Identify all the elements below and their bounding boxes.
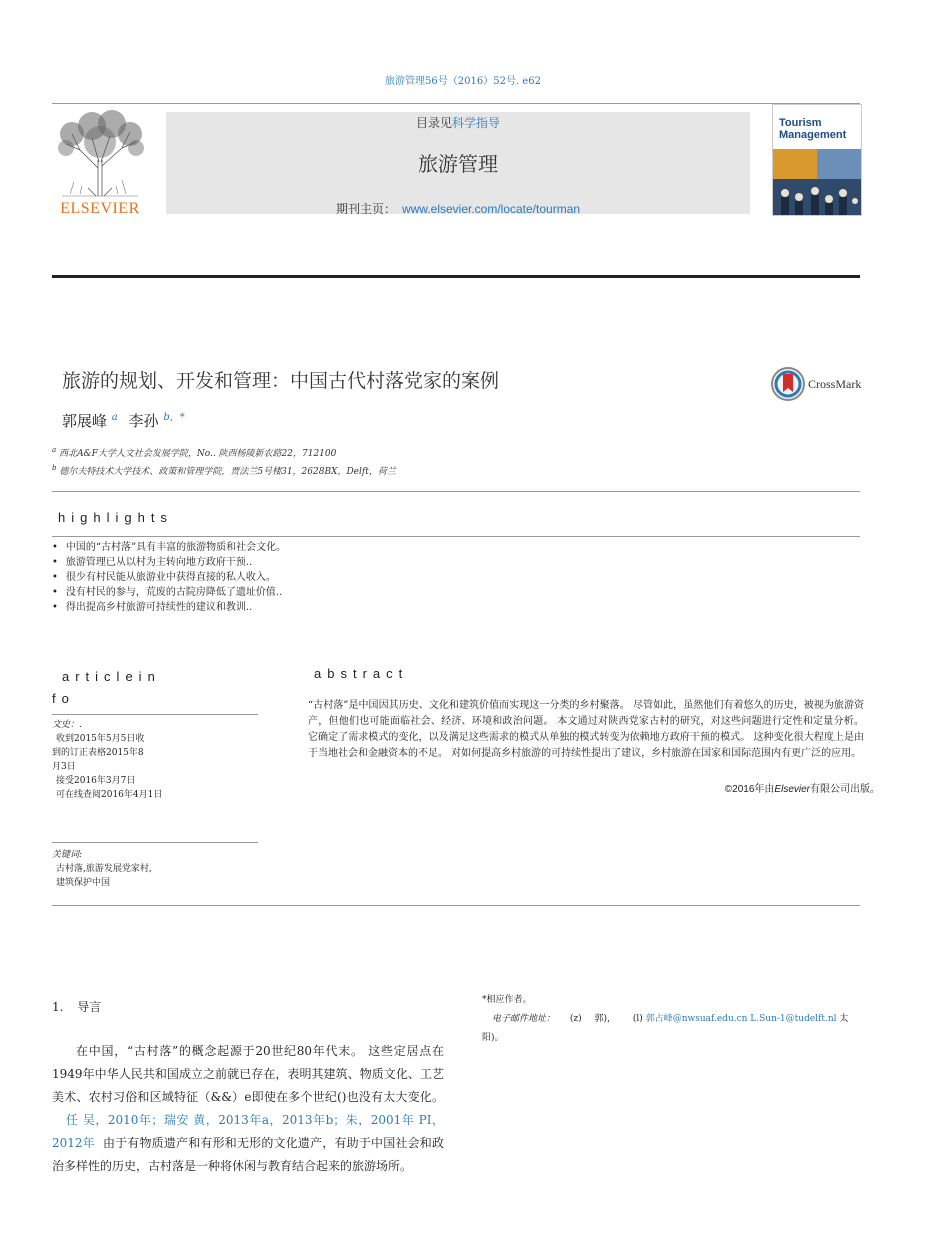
keyword-line: 建筑保护中国 (56, 878, 111, 888)
crossmark-icon (770, 366, 806, 402)
keyword-line: 古村落,旅游发展党家村, (56, 864, 152, 874)
copyright-line (308, 780, 880, 795)
affiliation-b (52, 464, 396, 477)
history-received: 收到2015年5月5日收 (56, 734, 145, 744)
elsevier-logo[interactable] (52, 108, 148, 218)
highlights-list (52, 540, 286, 615)
intro-text: 由于有物质遗产和有形和无形的文化遗产，有助于中国社会和政治多样性的历史，古村落是一种将休闲与教育结合起来的旅游场所。 (52, 1136, 444, 1173)
affiliation-b-marker: b (52, 464, 57, 472)
article-info-heading-line1: articlein (62, 669, 161, 684)
toc-prefix: 目录见 (415, 116, 452, 130)
article-info-rule (52, 714, 258, 715)
article-info-heading (52, 666, 161, 710)
article-title: 旅游的规划、开发和管理：中国古代村落党家的案例 (62, 370, 500, 392)
keywords-block (52, 848, 258, 890)
cover-photo (773, 149, 861, 216)
highlight-item: • 得出提高乡村旅游可持续性的建议和教训.. (52, 600, 286, 615)
homepage-label: 期刊主页： (335, 202, 396, 216)
footnote-marker: (z) (569, 1014, 582, 1024)
journal-title: 旅游管理 (418, 152, 498, 176)
header-top-rule (52, 103, 860, 104)
journal-homepage (166, 200, 750, 217)
journal-citation[interactable]: 旅游管理56号（2016）52号. e62 (385, 76, 541, 87)
email-links[interactable]: 郭占峰@nwsuaf.edu.cn L.Sun-1@tudelft.nl (645, 1014, 837, 1024)
footnote-name: 郭)， (594, 1014, 617, 1024)
front-matter-rule (52, 905, 860, 906)
footnote-marker: (l) (632, 1014, 643, 1024)
article-history (52, 718, 258, 802)
affiliation-a (52, 446, 336, 459)
abstract-heading: abstract (314, 666, 409, 681)
crossmark-label: CrossMark (808, 377, 862, 391)
header-bottom-rule (52, 275, 860, 278)
copyright-publisher: Elsevier (774, 784, 810, 795)
journal-banner (166, 112, 750, 214)
journal-cover[interactable] (772, 104, 862, 216)
intro-text: 在中国，“古村落”的概念起源于20世纪80年代末。 这些定居点在1949年中华人民共和国成立之前就已存在，表明其建筑、物质文化、工艺美术、农村习俗和区域特征（&&）e即使在多个世纪()也没有太大变化。 (52, 1044, 444, 1104)
email-footnote (482, 1010, 888, 1048)
abstract-text: “古村落”是中国因其历史、文化和建筑价值而实现这一分类的乡村聚落。 尽管如此，虽然他们有着悠久的历史，被视为旅游资产，但他们也可能面临社会、经济、环境和政治问题。 本文通过对陕西党家古村的研究，对这些问题进行定性和定量分析。 它确定了需求模式的变化，以及满足这些需求的模式从单独的模式转变为依赖地方政府干预的模式。 这种变化很大程度上是由于当地社会和金融资本的不足。 对如何提高乡村旅游的可持续性提出了建议，乡村旅游在国家和国际范围内有更广泛的应用。 (308, 700, 864, 759)
history-accepted: 接受2016年3月7日 (56, 776, 136, 786)
highlight-item: • 没有村民的参与，荒废的古院房降低了遗址价值.. (52, 585, 286, 600)
author-name[interactable]: 郭展峰 (62, 412, 108, 430)
history-revised: 到的订正表格2015年8 (52, 748, 144, 758)
elsevier-wordmark: ELSEVIER (60, 200, 140, 217)
cover-title-line2: Management (779, 129, 847, 141)
section-number: 1. (52, 1000, 64, 1014)
footnote-tail: 阳)。 (482, 1033, 504, 1043)
affiliation-marker[interactable]: b，* (163, 412, 185, 423)
copyright-end: 有限公司出版。 (810, 784, 880, 795)
affiliation-a-text: 西北A&F大学人文社会发展学院，No.. 陕西杨陵新农路22，712100 (59, 449, 337, 459)
section-title: 导言 (77, 1000, 102, 1014)
cover-title-line1: Tourism (779, 117, 822, 129)
email-label: 电子邮件地址： (492, 1014, 556, 1024)
affiliations-rule (52, 491, 860, 492)
history-online: 可在线查阅2016年4月1日 (56, 790, 163, 800)
homepage-link[interactable]: www.elsevier.com/locate/tourman (401, 202, 581, 216)
keywords-label: 关键词: (52, 850, 83, 860)
affiliation-b-text: 德尔夫特技术大学技术、政策和管理学院，贾法兰5号楼31，2628BX，Delft，荷兰 (59, 467, 396, 477)
author-list (62, 408, 185, 431)
highlight-item: • 很少有村民能从旅游业中获得直接的私人收入。 (52, 570, 286, 585)
cover-title (779, 117, 846, 141)
highlight-item: • 中国的“古村落”具有丰富的旅游物质和社会文化。 (52, 540, 286, 555)
crossmark-button[interactable] (770, 366, 870, 402)
highlight-item: • 旅游管理已从以村为主转向地方政府干预.. (52, 555, 286, 570)
section-heading (52, 998, 101, 1015)
sciencedirect-link[interactable]: 科学指导 (452, 116, 501, 130)
history-label: 文史：. (52, 720, 82, 730)
citation-links[interactable]: 任 吴，2010年；瑞安 黄，2013年a，2013年b；朱，2001年 PI，2012年 (52, 1113, 444, 1150)
contents-line (166, 114, 750, 131)
history-revised-date: 月3日 (52, 762, 76, 772)
tree-of-knowledge-icon (52, 108, 148, 198)
corresponding-author-note: *相应作者。 (482, 995, 532, 1005)
affiliation-a-marker: a (52, 446, 57, 454)
copyright-year: ©2016 (724, 784, 755, 795)
highlights-rule (52, 536, 860, 537)
article-info-heading-line2: fo (52, 691, 75, 706)
footnote-tail: 太 (839, 1014, 849, 1024)
affiliation-marker[interactable]: a (111, 412, 118, 423)
author-name[interactable]: 李孙 (128, 412, 159, 430)
keywords-rule (52, 842, 258, 843)
highlights-heading: highlights (58, 510, 173, 525)
intro-paragraph (52, 1040, 444, 1178)
copyright-by: 年由 (754, 784, 775, 795)
